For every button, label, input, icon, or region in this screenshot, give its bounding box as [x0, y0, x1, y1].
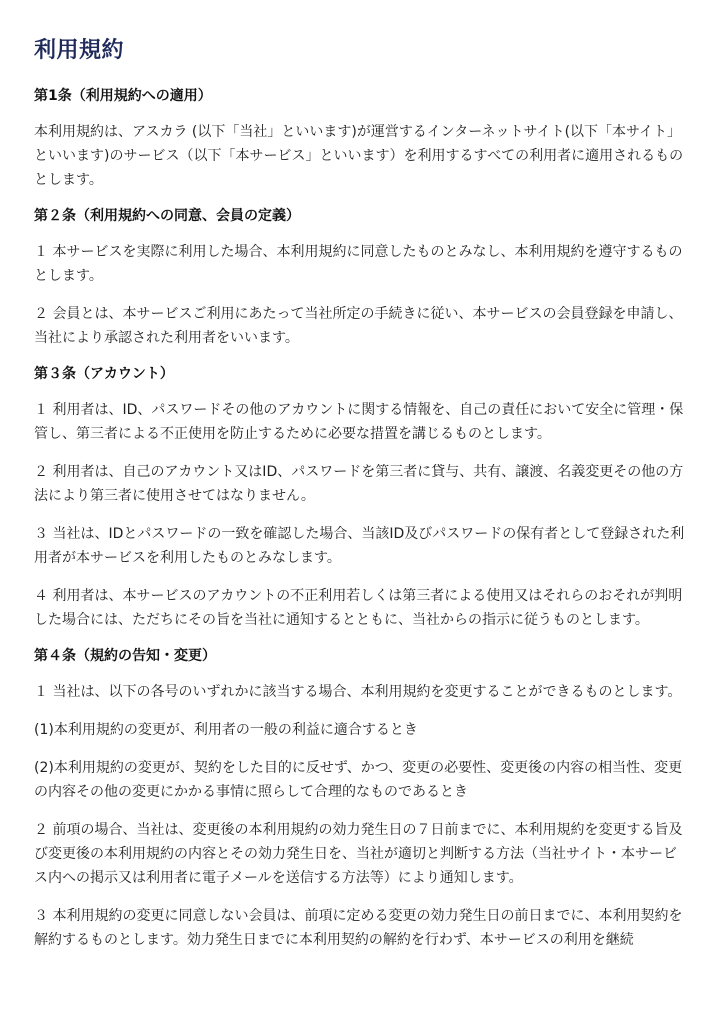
paragraph: (2)本利用規約の変更が、契約をした目的に反せず、かつ、変更の必要性、変更後の内容の相当性、変更の内容その他の変更にかかる事情に照らして合理的なものであるとき — [34, 760, 683, 800]
paragraph: ３ 本利用規約の変更に同意しない会員は、前項に定める変更の効力発生日の前日までに、本利用契約を解約するものとします。効力発生日までに本利用契約の解約を行わず、本サービスの利用を継続 — [34, 908, 683, 948]
paragraph: ２ 利用者は、自己のアカウント又はID、パスワードを第三者に貸与、共有、譲渡、名義変更その他の方法により第三者に使用させてはなりません。 — [34, 464, 684, 504]
paragraph: ２ 会員とは、本サービスご利用にあたって当社所定の手続きに従い、本サービスの会員登録を申請し、当社により承認された利用者をいいます。 — [34, 306, 683, 346]
paragraph: (1)本利用規約の変更が、利用者の一般の利益に適合するとき — [34, 722, 418, 738]
section-heading: 第1条（利用規約への適用） — [34, 88, 212, 104]
section-article-2 — [34, 206, 688, 350]
section-article-4 — [34, 646, 688, 952]
section-article-3 — [34, 364, 688, 632]
section-heading: 第４条（規約の告知・変更） — [34, 648, 216, 664]
paragraph: １ 当社は、以下の各号のいずれかに該当する場合、本利用規約を変更することができるものとします。 — [34, 684, 682, 700]
section-heading: 第３条（アカウント） — [34, 366, 174, 382]
paragraph: ２ 前項の場合、当社は、変更後の本利用規約の効力発生日の７日前までに、本利用規約を変更する旨及び変更後の本利用規約の内容とその効力発生日を、当社が適切と判断する方法（当社サイト・本サービス内への掲示又は利用者に電子メールを送信する方法等）により通知します。 — [34, 822, 683, 886]
paragraph: ３ 当社は、IDとパスワードの一致を確認した場合、当該ID及びパスワードの保有者として登録された利用者が本サービスを利用したものとみなします。 — [34, 526, 685, 566]
section-heading: 第２条（利用規約への同意、会員の定義） — [34, 208, 300, 224]
paragraph: １ 利用者は、ID、パスワードその他のアカウントに関する情報を、自己の責任において安全に管理・保管し、第三者による不正使用を防止するために必要な措置を講じるものとします。 — [34, 402, 684, 442]
paragraph: １ 本サービスを実際に利用した場合、本利用規約に同意したものとみなし、本利用規約を遵守するものとします。 — [34, 244, 683, 284]
section-article-1 — [34, 86, 688, 192]
page-title: 利用規約 — [34, 38, 125, 63]
paragraph: 本利用規約は、アスカラ (以下「当社」といいます)が運営するインターネットサイト(以下「本サイト」といいます)のサービス（以下「本サービス」といいます）を利用するすべての利用者に適用されるものとします。 — [34, 124, 684, 188]
paragraph: ４ 利用者は、本サービスのアカウントの不正利用若しくは第三者による使用又はそれらのおそれが判明した場合には、ただちにその旨を当社に通知するとともに、当社からの指示に従うものとします。 — [34, 588, 683, 628]
